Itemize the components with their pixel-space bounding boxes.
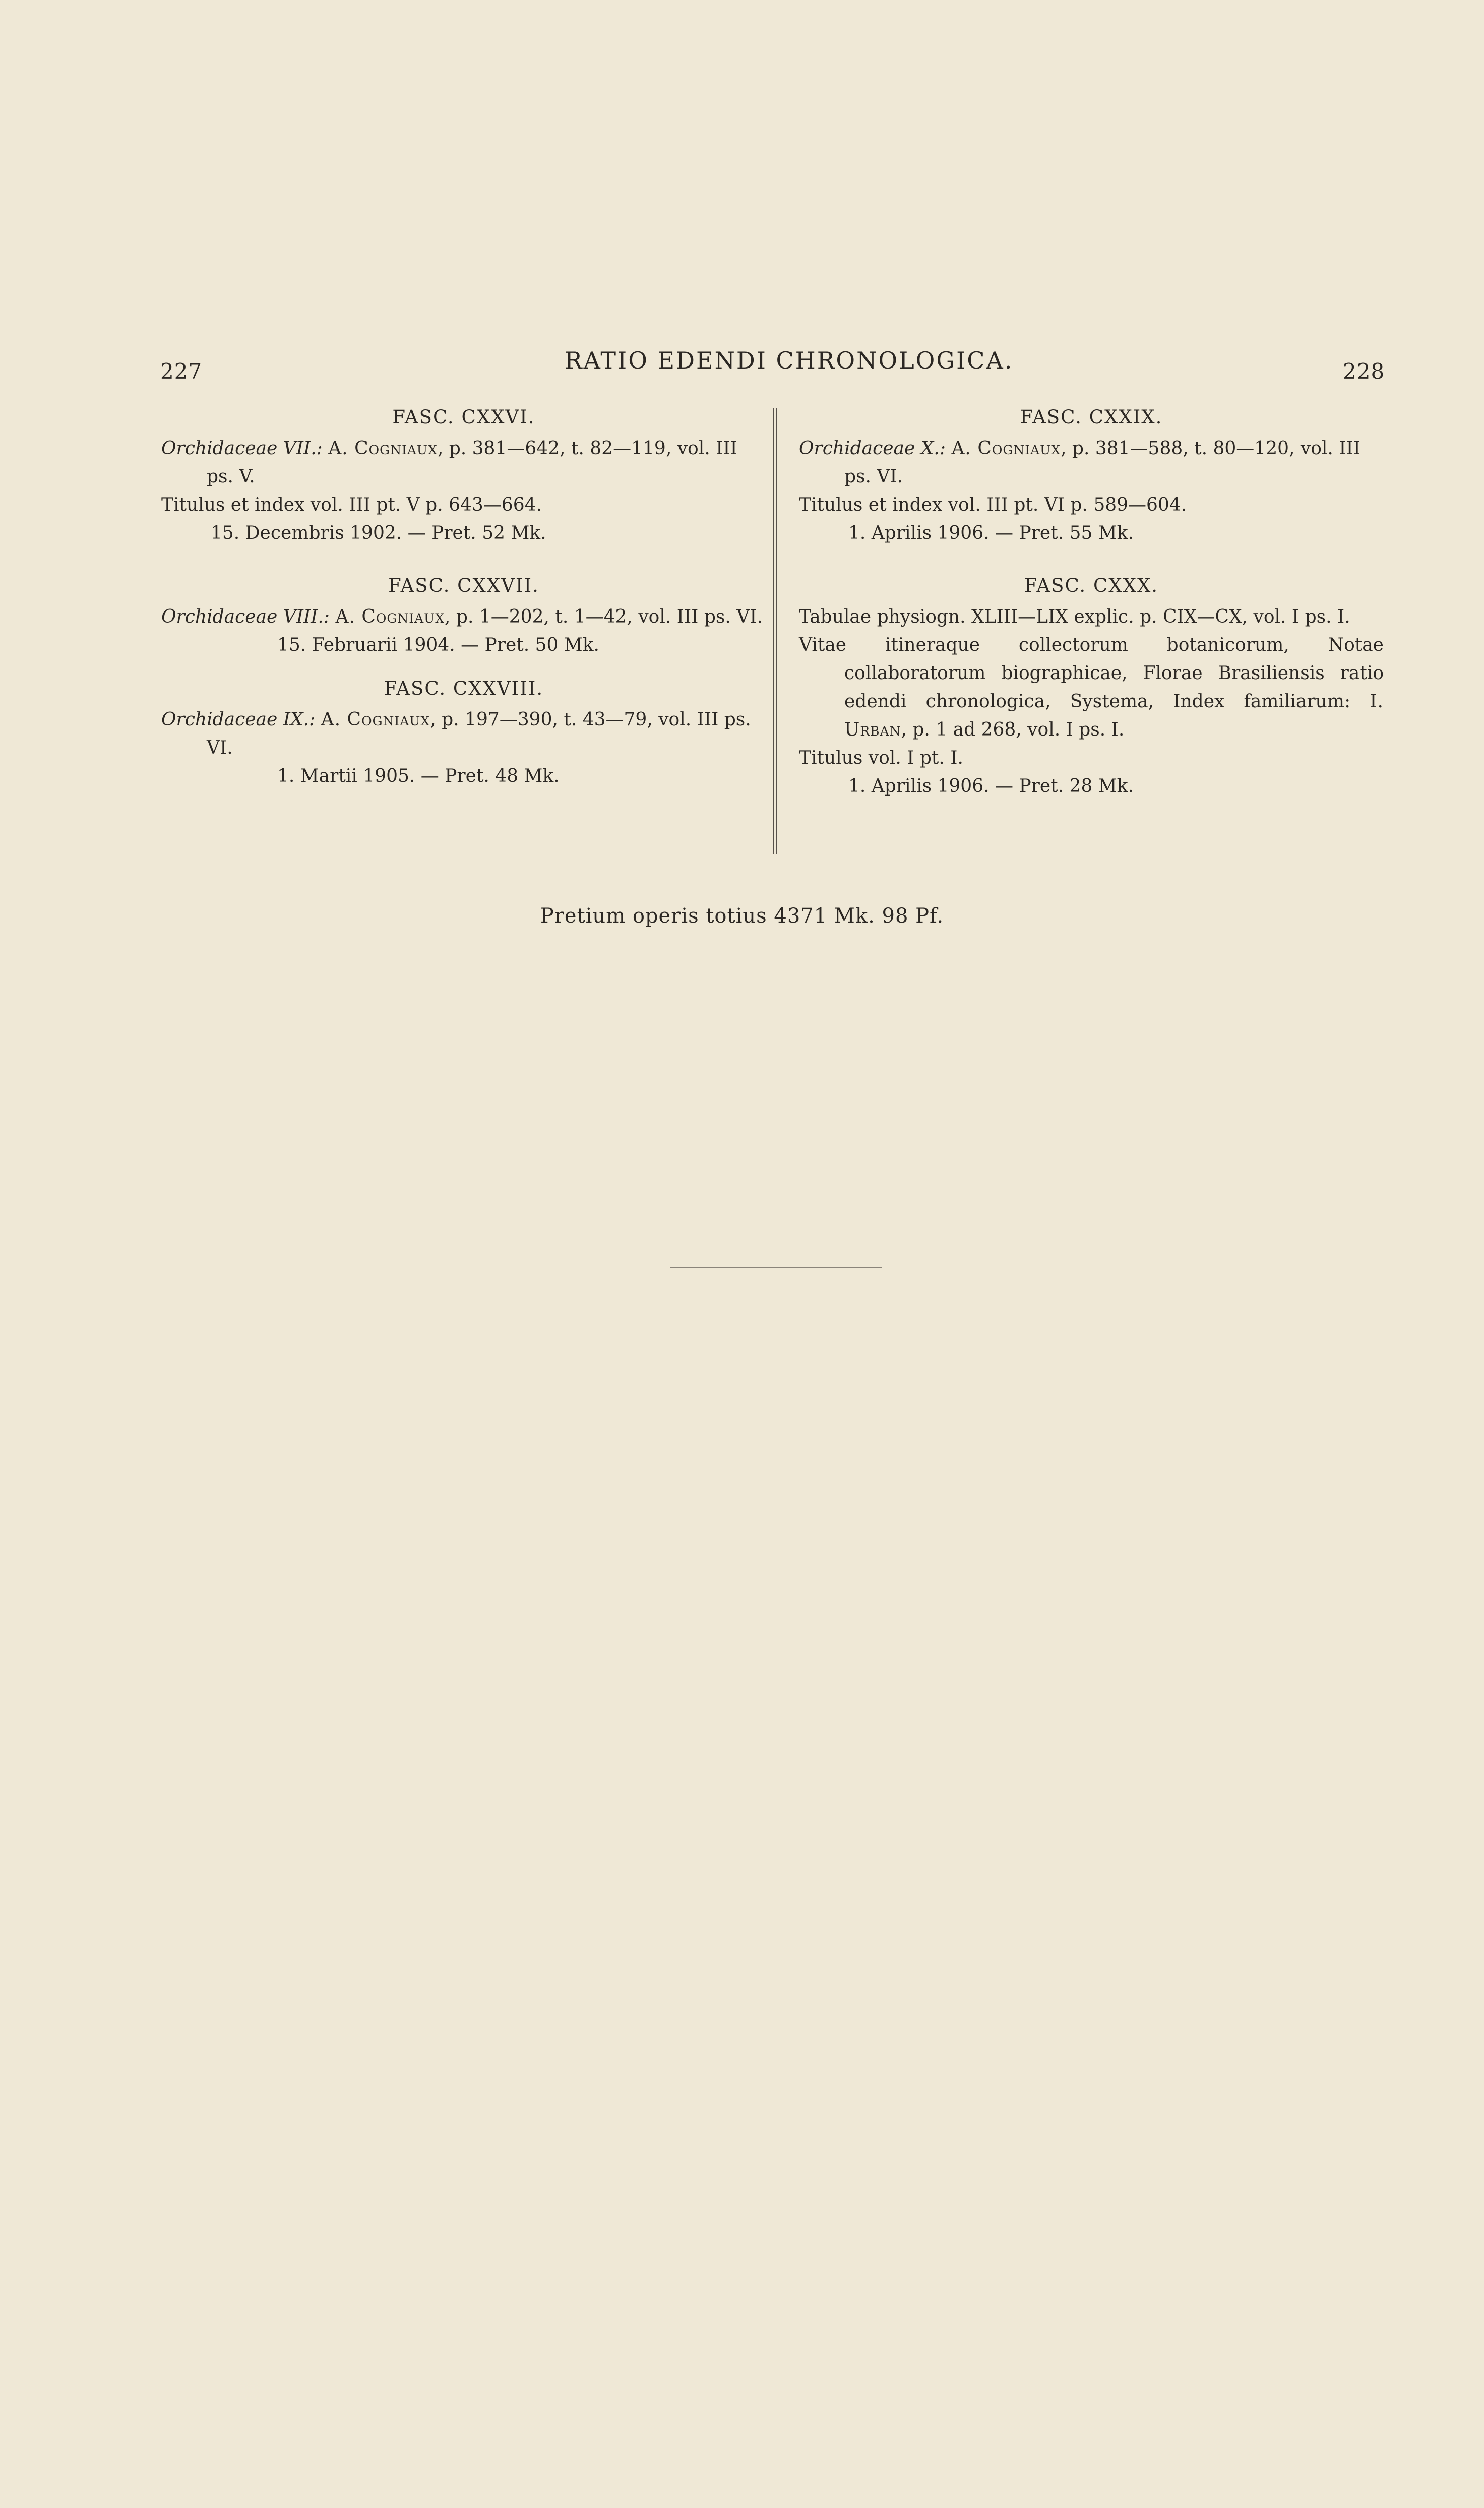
publication-date: 1. Aprilis 1906. — Pret. 28 Mk. <box>848 776 1134 797</box>
fascicle-heading: FASC. CXXIX. <box>1020 406 1163 428</box>
taxon-name: Orchidaceae IX.: <box>161 709 316 730</box>
entry-detail: , p. 1—202, t. 1—42, vol. III ps. VI. <box>445 606 763 627</box>
author-name: I. Urban <box>844 691 1384 740</box>
fascicle-entry: Tabulae physiogn. XLIII—LIX explic. p. CIX—CX, vol. I ps. I. <box>799 606 1350 627</box>
publication-date: 15. Decembris 1902. — Pret. 52 Mk. <box>211 523 546 543</box>
entry-detail: , p. 1 ad 268, vol. I ps. I. <box>901 719 1125 740</box>
fascicle-block <box>799 403 1384 547</box>
fascicle-heading: FASC. CXXX. <box>1024 575 1159 596</box>
fascicle-entry <box>161 603 766 631</box>
fascicle-entry <box>161 435 766 491</box>
fascicle-block <box>161 572 766 659</box>
author-name: A. Cogniaux <box>328 438 438 459</box>
fascicle-block <box>161 675 766 790</box>
taxon-name: Orchidaceae VIII.: <box>161 606 330 627</box>
right-column <box>799 403 1384 825</box>
fascicle-entry: Titulus et index vol. III pt. V p. 643—664. <box>161 495 542 515</box>
total-price: Pretium operis totius 4371 Mk. 98 Pf. <box>540 904 944 928</box>
entry-detail: , p. 381—588, t. 80—120, vol. III ps. VI. <box>844 438 1361 487</box>
author-name: A. Cogniaux <box>951 438 1061 459</box>
entry-detail: , p. 381—642, t. 82—119, vol. III ps. V. <box>207 438 737 487</box>
fascicle-entry <box>161 706 766 762</box>
publication-date: 1. Martii 1905. — Pret. 48 Mk. <box>277 766 560 786</box>
entry-detail: , p. 197—390, t. 43—79, vol. III ps. VI. <box>207 709 751 758</box>
fascicle-block <box>161 403 766 547</box>
publication-date: 1. Aprilis 1906. — Pret. 55 Mk. <box>848 523 1134 543</box>
author-name: A. Cogniaux <box>321 709 430 730</box>
taxon-name: Orchidaceae VII.: <box>161 438 323 459</box>
fascicle-heading: FASC. CXXVIII. <box>384 678 544 699</box>
fascicle-block <box>799 572 1384 801</box>
left-column <box>161 403 766 815</box>
author-name: A. Cogniaux <box>335 606 445 627</box>
page-number-left: 227 <box>160 359 203 384</box>
fascicle-entry <box>799 435 1384 491</box>
column-divider <box>773 408 777 854</box>
fascicle-heading: FASC. CXXVI. <box>392 406 535 428</box>
taxon-name: Orchidaceae X.: <box>799 438 946 459</box>
fascicle-entry <box>799 631 1384 744</box>
fascicle-entry: Titulus vol. I pt. I. <box>799 748 963 768</box>
entry-detail: Vitae itineraque collectorum botanicorum, Notae collaboratorum biographicae, Florae Brasiliensis ratio edendi chronologica, Systema, Index familiarum: <box>799 635 1384 712</box>
fascicle-entry: Titulus et index vol. III pt. VI p. 589—604. <box>799 495 1187 515</box>
end-rule <box>670 1267 882 1268</box>
publication-date: 15. Februarii 1904. — Pret. 50 Mk. <box>277 635 599 655</box>
page-number-right: 228 <box>1343 359 1385 384</box>
running-head: RATIO EDENDI CHRONOLOGICA. <box>565 347 1014 374</box>
fascicle-heading: FASC. CXXVII. <box>388 575 539 596</box>
